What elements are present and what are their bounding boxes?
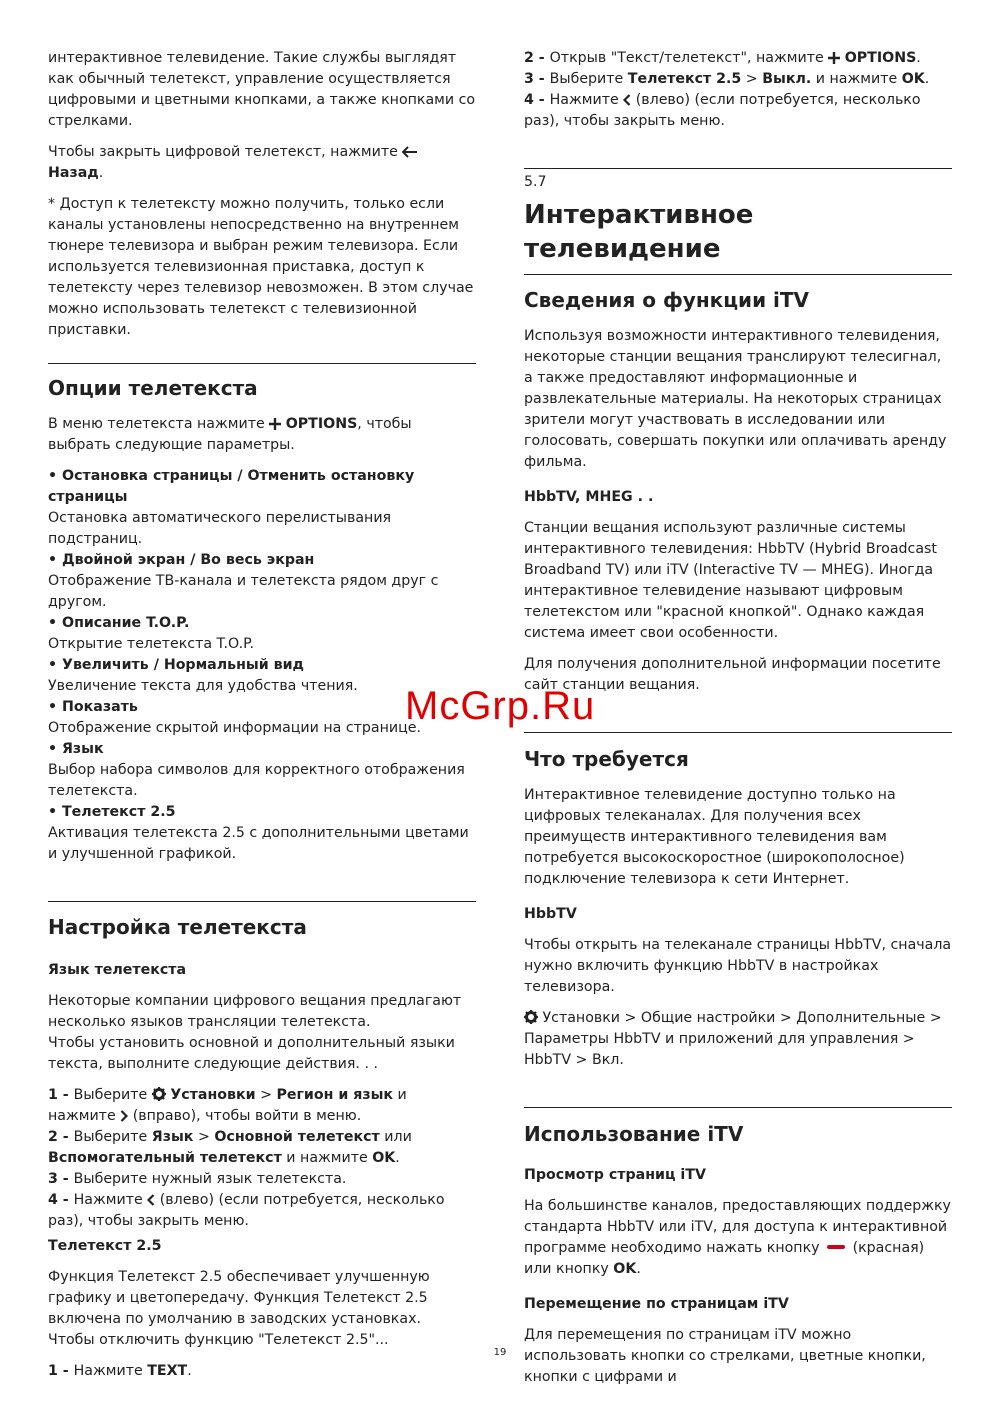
requirements-heading: Что требуется [524,747,689,771]
option-item [48,802,476,865]
divider [524,168,952,169]
divider [48,901,476,902]
chapter-title: Интерактивное телевидение [524,200,754,264]
lang-heading: Язык телетекста [48,962,187,978]
lang-text: Чтобы установить основной и дополнительный языки текста, выполните следующие действия. . . [48,1035,455,1072]
hbbtv-mheg-text: Для получения дополнительной информации посетите сайт станции вещания. [524,656,941,693]
chevron-right-icon [120,1110,128,1122]
use-heading: Использование iTV [524,1122,744,1146]
hbbtv-mheg-heading: HbbTV, MHEG . . [524,489,654,505]
note-paragraph: * Доступ к телетексту можно получить, только если каналы установлены непосредственно на внутреннем тюнере телевизора и выбран режим телевизора. Если используется телевизионная приставка, доступ к телетексту через телевизор невозможен. В этом случае можно использовать телетекст с телевизионной приставки. [48,196,474,338]
teletext25-step-3: 3 - Выберите Телетекст 2.5 > Выкл. и нажмите OK. [524,71,930,87]
hbbtv-settings-path: Установки > Общие настройки > Дополнительные > Параметры HbbTV и приложений для управления > HbbTV > Вкл. [524,1010,942,1068]
setup-heading: Настройка телетекста [48,915,307,939]
option-item [48,613,476,655]
options-heading: Опции телетекста [48,376,258,400]
view-text: На большинстве каналов, предоставляющих поддержку стандарта HbbTV или iTV, для доступа к интерактивной программе необходимо нажать кнопку (красная) или кнопку OK. [524,1198,951,1277]
red-button-icon [827,1245,845,1249]
options-key-label: OPTIONS [285,416,358,432]
step-2: 2 - Выберите Язык > Основной телетекст или Вспомогательный телетекст и нажмите OK. [48,1129,412,1166]
option-title: • Двойной экран / Во весь экран [48,552,315,568]
divider [524,732,952,733]
intro-paragraph: интерактивное телевидение. Такие службы выглядят как обычный телетекст, управление осуществляется цифровыми и цветными кнопками, а также кнопками со стрелками. [48,50,476,129]
lang-text: Некоторые компании цифрового вещания предлагают несколько языков трансляции телетекста. [48,993,462,1030]
options-intro: В меню телетекста нажмите OPTIONS, чтобы выбрать следующие параметры. [48,416,412,453]
option-desc: Отображение скрытой информации на странице. [48,720,422,736]
gear-icon [152,1087,166,1101]
gear-icon [524,1010,538,1024]
teletext25-heading: Телетекст 2.5 [48,1238,162,1254]
option-item [48,739,476,802]
options-list [48,466,476,865]
option-desc: Открытие телетекста T.O.P. [48,636,254,652]
option-title: • Остановка страницы / Отменить остановку страницы [48,468,415,505]
hbbtv-text: Чтобы открыть на телеканале страницы HbbTV, сначала нужно включить функцию HbbTV в настройках телевизора. [524,937,952,995]
option-desc: Отображение ТВ-канала и телетекста рядом друг с другом. [48,573,439,610]
about-text: Используя возможности интерактивного телевидения, некоторые станции вещания транслируют телесигнал, а также предоставляют информационные и развлекательные материалы. На некоторых страницах зрители могут участвовать в исследовании или голосовать, совершать покупки или оплачивать аренду фильма. [524,328,947,470]
teletext25-text: Чтобы отключить функцию "Телетекст 2.5"... [48,1332,389,1348]
option-title: • Описание T.O.P. [48,615,190,631]
watermark: McGrp.Ru [405,684,596,728]
hbbtv-mheg-text: Станции вещания используют различные системы интерактивного телевидения: HbbTV (Hybrid Broadcast Broadband TV) или iTV (Interactive TV — MHEG). Иногда интерактивное телевидение называют цифровым телетекстом или "красной кнопкой". Однако каждая система имеет свои особенности. [524,520,937,641]
divider [524,1107,952,1108]
teletext25-step-4: 4 - Нажмите (влево) (если потребуется, несколько раз), чтобы закрыть меню. [524,92,921,129]
divider [524,274,952,275]
requirements-text: Интерактивное телевидение доступно только на цифровых телеканалах. Для получения всех преимуществ интерактивного телевидения вам потребуется высокоскоростное (широкополосное) подключение телевизора к сети Интернет. [524,787,905,887]
hbbtv-heading: HbbTV [524,906,577,922]
plus-icon [828,52,840,64]
section-number: 5.7 [524,174,547,190]
teletext25-step-1: 1 - Нажмите TEXT. [48,1363,192,1379]
nav-text: Для перемещения по страницам iTV можно использовать кнопки со стрелками, цветные кнопки, кнопки с цифрами и [524,1327,926,1385]
option-desc: Увеличение текста для удобства чтения. [48,678,358,694]
page-number: 19 [493,1347,507,1358]
option-title: • Телетекст 2.5 [48,804,176,820]
divider [48,363,476,364]
step-3: 3 - Выберите нужный язык телетекста. [48,1171,347,1187]
option-desc: Остановка автоматического перелистывания подстраниц. [48,510,392,547]
option-title: • Увеличить / Нормальный вид [48,657,305,673]
about-heading: Сведения о функции iTV [524,288,810,312]
close-teletext-paragraph: Чтобы закрыть цифровой телетекст, нажмите Назад. [48,142,476,184]
steps-list [48,1085,476,1232]
option-title: • Язык [48,741,104,757]
nav-heading: Перемещение по страницам iTV [524,1296,789,1312]
option-title: • Показать [48,699,138,715]
teletext25-text: Функция Телетекст 2.5 обеспечивает улучшенную графику и цветопередачу. Функция Телетекст 2.5 включена по умолчанию в заводских установках. [48,1269,430,1327]
option-item [48,466,476,550]
option-desc: Выбор набора символов для корректного отображения телетекста. [48,762,465,799]
option-item [48,550,476,613]
teletext25-step-2: 2 - Открыв "Текст/телетекст", нажмите OPTIONS. [524,50,921,66]
plus-icon [269,418,281,430]
back-key-label: Назад [48,165,99,181]
view-heading: Просмотр страниц iTV [524,1167,706,1183]
option-desc: Активация телетекста 2.5 с дополнительными цветами и улучшенной графикой. [48,825,469,862]
step-4: 4 - Нажмите (влево) (если потребуется, несколько раз), чтобы закрыть меню. [48,1192,445,1229]
step-1: 1 - Выберите Установки > Регион и язык и нажмите (вправо), чтобы войти в меню. [48,1087,407,1124]
arrow-left-icon [402,146,418,158]
